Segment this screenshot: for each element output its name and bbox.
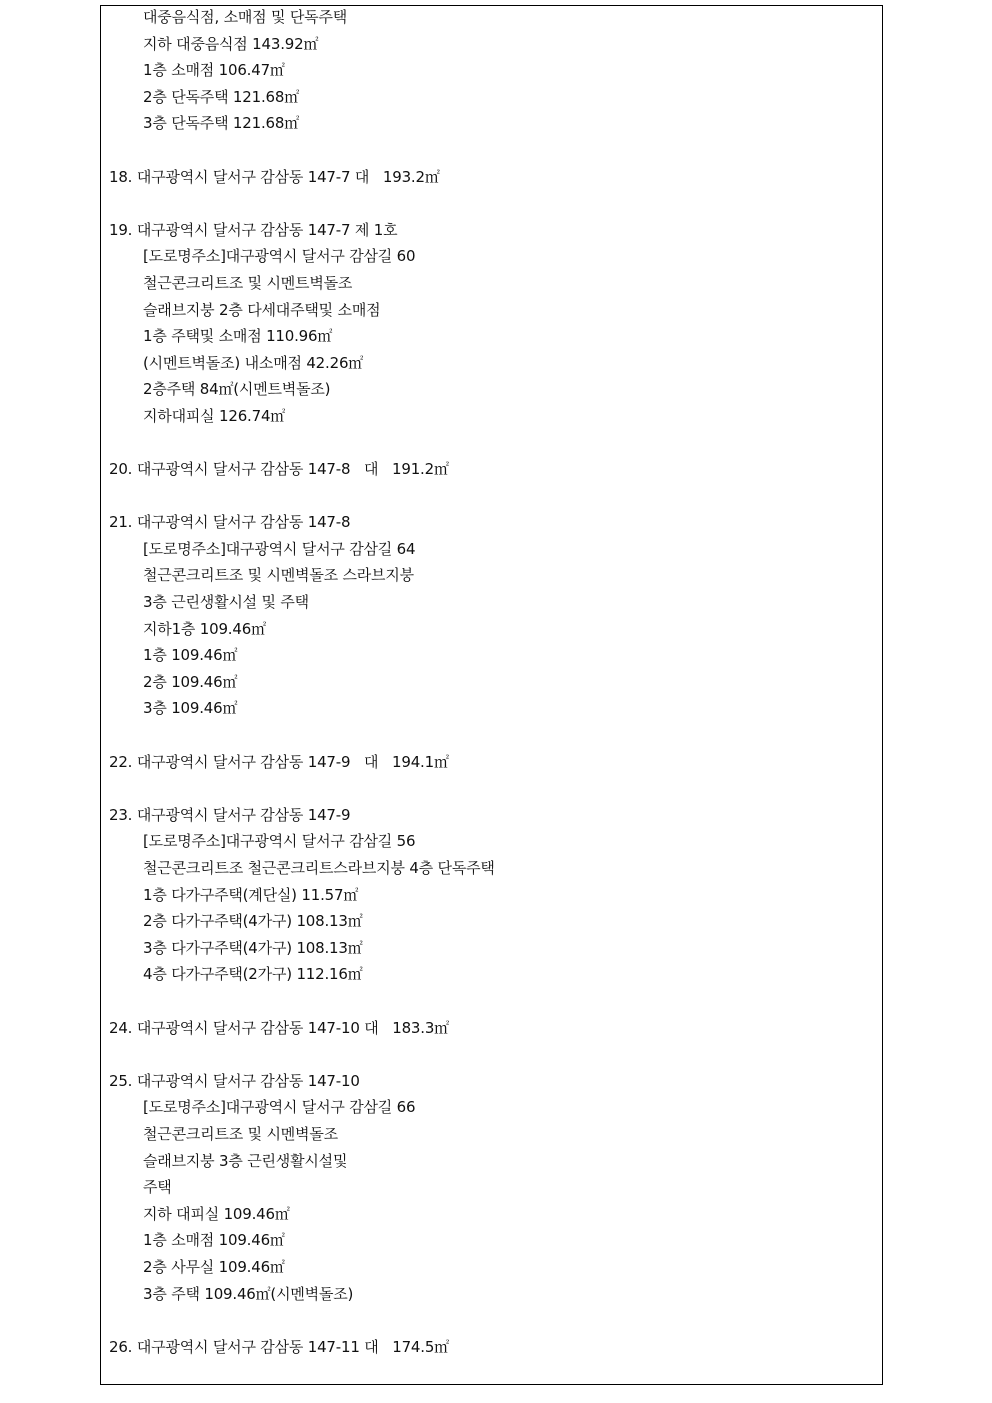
item-number: 26. [109, 1337, 133, 1356]
property-detail-line: 3층 근린생활시설 및 주택 [143, 593, 309, 612]
blank-line [109, 137, 874, 164]
blank-line [109, 1041, 874, 1068]
blank-line [109, 775, 874, 802]
property-detail-line: 철근콘크리트조 및 시멘트벽돌조 [143, 273, 353, 292]
property-item-heading [109, 217, 874, 244]
property-detail-line: 3층 다가구주택(4가구) 108.13㎡ [143, 938, 363, 957]
property-item-heading [109, 164, 874, 191]
item-address: 대구광역시 달서구 감삼동 147-7 제 1호 [136, 220, 398, 239]
property-item-heading [109, 1015, 874, 1042]
item-address: 대구광역시 달서구 감삼동 147-8 [136, 513, 351, 532]
property-detail-line: 1층 다가구주택(계단실) 11.57㎡ [143, 885, 359, 904]
item-number: 20. [109, 460, 133, 479]
property-detail-line: 2층 다가구주택(4가구) 108.13㎡ [143, 912, 363, 931]
item-address: 대구광역시 달서구 감삼동 147-10 대 183.3㎡ [136, 1018, 449, 1037]
property-detail-line: [도로명주소]대구광역시 달서구 감삼길 56 [143, 832, 416, 851]
property-detail-line: 지하 대중음식점 143.92㎡ [143, 34, 319, 53]
property-item-heading [109, 509, 874, 536]
property-detail-line: 1층 주택및 소매점 110.96㎡ [143, 327, 333, 346]
property-detail-line: (시멘트벽돌조) 내소매점 42.26㎡ [143, 353, 364, 372]
property-detail-line: 주택 [143, 1178, 172, 1197]
property-detail-line: 2층 사무실 109.46㎡ [143, 1257, 285, 1276]
property-item-heading [109, 1068, 874, 1095]
property-detail-line: 지하대피실 126.74㎡ [143, 406, 286, 425]
property-detail-line: 지하1층 109.46㎡ [143, 619, 266, 638]
blank-line [109, 722, 874, 749]
item-address: 대구광역시 달서구 감삼동 147-11 대 174.5㎡ [136, 1337, 449, 1356]
item-number: 25. [109, 1071, 133, 1090]
item-number: 23. [109, 805, 133, 824]
property-detail-line: 철근콘크리트조 및 시멘벽돌조 스라브지붕 [143, 566, 414, 585]
blank-line [109, 1307, 874, 1334]
property-detail-line: 3층 109.46㎡ [143, 699, 238, 718]
property-detail-line: 대중음식점, 소매점 및 단독주택 [143, 8, 348, 26]
item-address: 대구광역시 달서구 감삼동 147-9 대 194.1㎡ [136, 752, 449, 771]
document-frame [100, 5, 883, 1385]
property-item-heading [109, 802, 874, 829]
property-detail-line: 1층 소매점 106.47㎡ [143, 61, 285, 80]
blank-line [109, 988, 874, 1015]
property-item-heading [109, 1334, 874, 1361]
property-detail-line: [도로명주소]대구광역시 달서구 감삼길 64 [143, 539, 416, 558]
property-detail-line: 지하 대피실 109.46㎡ [143, 1204, 290, 1223]
item-number: 21. [109, 513, 133, 532]
property-detail-line: 4층 다가구주택(2가구) 112.16㎡ [143, 965, 363, 984]
blank-line [109, 430, 874, 457]
item-address: 대구광역시 달서구 감삼동 147-8 대 191.2㎡ [136, 460, 449, 479]
property-detail-line: 1층 109.46㎡ [143, 646, 238, 665]
item-address: 대구광역시 달서구 감삼동 147-9 [136, 805, 351, 824]
blank-line [109, 483, 874, 510]
item-number: 24. [109, 1018, 133, 1037]
property-detail-line: [도로명주소]대구광역시 달서구 감삼길 60 [143, 247, 416, 266]
property-detail-line: 2층 단독주택 121.68㎡ [143, 87, 300, 106]
property-detail-line: 1층 소매점 109.46㎡ [143, 1231, 285, 1250]
item-number: 19. [109, 220, 133, 239]
property-detail-line: 3층 단독주택 121.68㎡ [143, 114, 300, 133]
property-item-heading [109, 456, 874, 483]
property-detail-line: 철근콘크리트조 및 시멘벽돌조 [143, 1124, 338, 1143]
property-detail-line: 2층 109.46㎡ [143, 672, 238, 691]
item-address: 대구광역시 달서구 감삼동 147-7 대 193.2㎡ [136, 167, 440, 186]
item-number: 18. [109, 167, 133, 186]
property-detail-line: 슬래브지붕 3층 근린생활시설및 [143, 1151, 348, 1170]
property-detail-line: 2층주택 84㎡(시멘트벽돌조) [143, 380, 331, 399]
item-number: 22. [109, 752, 133, 771]
item-address: 대구광역시 달서구 감삼동 147-10 [136, 1071, 360, 1090]
blank-line [109, 190, 874, 217]
property-detail-line: 3층 주택 109.46㎡(시멘벽돌조) [143, 1284, 354, 1303]
property-detail-line: [도로명주소]대구광역시 달서구 감삼길 66 [143, 1098, 416, 1117]
property-list [109, 4, 874, 1360]
property-item-heading [109, 749, 874, 776]
property-detail-line: 철근콘크리트조 철근콘크리트스라브지붕 4층 단독주택 [143, 859, 495, 877]
property-detail-line: 슬래브지붕 2층 다세대주택및 소매점 [143, 300, 381, 319]
